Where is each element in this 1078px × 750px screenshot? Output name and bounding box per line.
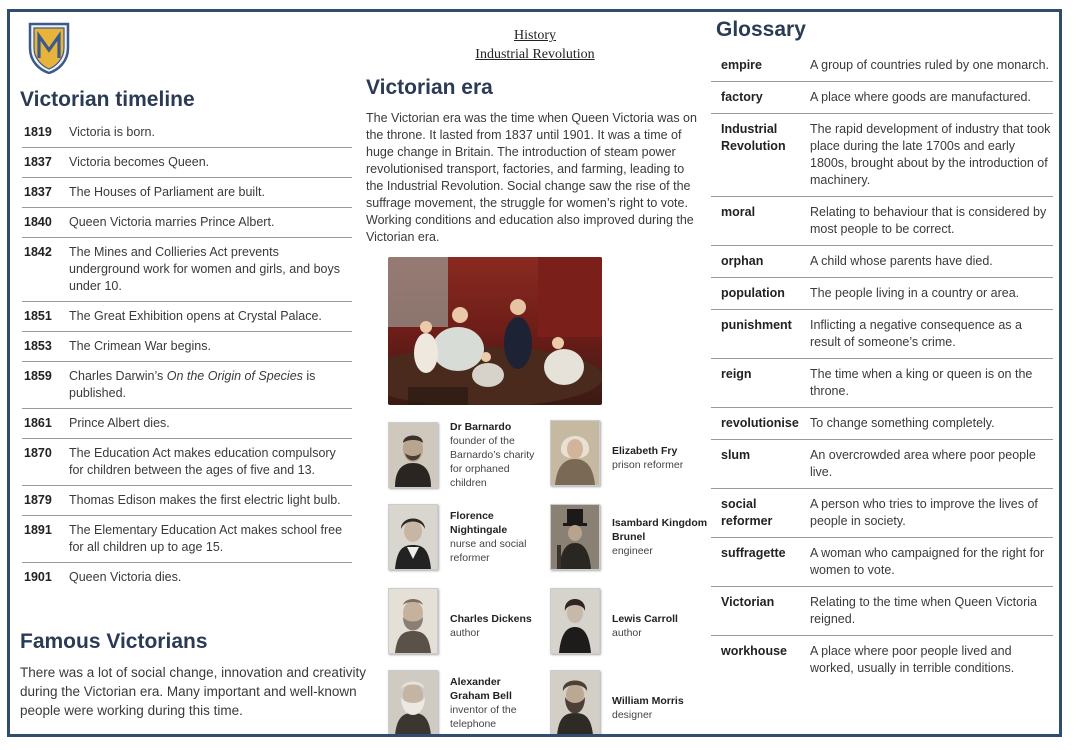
timeline-year: 1837 (24, 185, 52, 199)
glossary-definition: A group of countries ruled by one monarch. (810, 58, 1050, 72)
table-row (711, 82, 1053, 114)
timeline-event (69, 368, 352, 402)
table-row (22, 486, 352, 516)
glossary-definition: The rapid development of industry that took place during the late 1700s and early 1800s, brought about by the introduction of machinery. (810, 122, 1051, 187)
table-row (22, 409, 352, 439)
timeline-event: The Elementary Education Act makes school free for all children up to age 15. (69, 523, 343, 554)
glossary-term: factory (721, 90, 763, 104)
table-row (711, 50, 1053, 82)
timeline-year: 1819 (24, 125, 52, 139)
event-text: Charles Darwin’s (69, 369, 167, 383)
person-info (450, 420, 542, 490)
table-row (22, 238, 352, 302)
charles-dickens-portrait (388, 588, 438, 654)
era-text: The Victorian era was the time when Queen Victoria was on the throne. It lasted from 1837 until 1901. It was a time of huge change in Britain. The introduction of steam power revolutionised transport, factories, and farming, leading to the Industrial Revolution. Social change saw the rise of the suffrage movement, the struggle for women’s right to vote. Working conditions and education also improved during the Victorian era. (366, 111, 697, 244)
person-name: Dr Barnardo (450, 421, 512, 433)
timeline-year: 1851 (24, 309, 52, 323)
timeline-year: 1870 (24, 446, 52, 460)
timeline-year: 1837 (24, 155, 52, 169)
table-row (711, 538, 1053, 587)
lewis-carroll-portrait (550, 588, 600, 654)
glossary-term: empire (721, 58, 762, 72)
table-row (711, 489, 1053, 538)
florence-nightingale-portrait (388, 504, 438, 570)
table-row (711, 636, 1053, 684)
glossary-term: Industrial Revolution (721, 122, 786, 153)
person-description: nurse and social reformer (450, 538, 527, 564)
timeline-event: Queen Victoria marries Prince Albert. (69, 215, 275, 229)
person-card (550, 670, 704, 736)
glossary-definition: Relating to the time when Queen Victoria reigned. (810, 595, 1037, 626)
timeline-event: The Education Act makes education compulsory for children between the ages of five and 13. (69, 446, 336, 477)
glossary-term: punishment (721, 318, 792, 332)
timeline-event: Victoria is born. (69, 125, 155, 139)
table-row (711, 246, 1053, 278)
glossary-definition: The time when a king or queen is on the throne. (810, 367, 1033, 398)
timeline-title: Victorian timeline (20, 88, 195, 111)
glossary-term: population (721, 286, 785, 300)
glossary-table (711, 50, 1053, 684)
person-description: prison reformer (612, 459, 684, 471)
person-description: inventor of the telephone (450, 704, 517, 730)
topic-heading: Industrial Revolution (475, 47, 595, 62)
timeline-year: 1891 (24, 523, 52, 537)
famous-text: There was a lot of social change, innovation and creativity during the Victorian era. Many important and well-known people were working during this time. (20, 665, 366, 718)
timeline-year: 1879 (24, 493, 52, 507)
worksheet-frame (7, 9, 1062, 737)
table-row (711, 278, 1053, 310)
person-info (612, 516, 712, 558)
glossary-definition: Inflicting a negative consequence as a result of someone’s crime. (810, 318, 1022, 349)
timeline-year: 1859 (24, 369, 52, 383)
timeline-year: 1861 (24, 416, 52, 430)
event-text: is published. (69, 369, 316, 400)
person-info (612, 434, 704, 472)
timeline-event: The Crimean War begins. (69, 339, 211, 353)
timeline-event: Prince Albert dies. (69, 416, 170, 430)
table-row (22, 148, 352, 178)
timeline-event: Thomas Edison makes the first electric light bulb. (69, 493, 341, 507)
person-info (612, 684, 704, 722)
glossary-term: social reformer (721, 497, 773, 528)
glossary-definition: To change something completely. (810, 416, 995, 430)
glossary-term: moral (721, 205, 756, 219)
table-row (22, 563, 352, 592)
timeline-year: 1842 (24, 245, 52, 259)
person-card (388, 504, 542, 570)
school-crest-icon (28, 22, 70, 74)
table-row (22, 332, 352, 362)
timeline-year: 1901 (24, 570, 52, 584)
isambard-brunel-portrait (550, 504, 600, 570)
william-morris-portrait (550, 670, 600, 736)
royal-family-painting (388, 257, 602, 405)
glossary-definition: A woman who campaigned for the right for women to vote. (810, 546, 1045, 577)
glossary-definition: Relating to behaviour that is considered by most people to be correct. (810, 205, 1047, 236)
timeline-event: The Great Exhibition opens at Crystal Palace. (69, 309, 322, 323)
table-row (22, 362, 352, 409)
person-info (612, 602, 704, 640)
glossary-title: Glossary (716, 18, 806, 41)
glossary-definition: The people living in a country or area. (810, 286, 1020, 300)
elizabeth-fry-portrait (550, 420, 600, 486)
table-row (22, 439, 352, 486)
table-row (711, 310, 1053, 359)
person-name: Florence Nightingale (450, 510, 508, 536)
glossary-definition: A place where goods are manufactured. (810, 90, 1031, 104)
person-card (550, 588, 704, 654)
glossary-definition: An overcrowded area where poor people live. (810, 448, 1036, 479)
person-description: founder of the Barnardo’s charity for orphaned children (450, 435, 535, 489)
table-row (22, 178, 352, 208)
glossary-term: revolutionise (721, 416, 799, 430)
person-card (388, 420, 542, 490)
famous-title: Famous Victorians (20, 630, 208, 653)
table-row (22, 516, 352, 563)
book-title: On the Origin of Species (166, 369, 303, 383)
era-title: Victorian era (366, 76, 493, 99)
person-card (388, 588, 542, 654)
person-description: author (612, 627, 642, 639)
table-row (22, 118, 352, 148)
glossary-term: reign (721, 367, 752, 381)
person-name: Elizabeth Fry (612, 445, 678, 457)
table-row (711, 587, 1053, 636)
person-info (450, 509, 542, 565)
timeline-year: 1853 (24, 339, 52, 353)
glossary-definition: A person who tries to improve the lives of people in society. (810, 497, 1038, 528)
table-row (711, 114, 1053, 197)
person-name: Charles Dickens (450, 613, 532, 625)
alexander-graham-bell-portrait (388, 670, 438, 736)
timeline-table (22, 118, 352, 592)
table-row (22, 302, 352, 332)
person-description: engineer (612, 545, 653, 557)
person-description: author (450, 627, 480, 639)
timeline-event: Queen Victoria dies. (69, 570, 182, 584)
glossary-definition: A child whose parents have died. (810, 254, 993, 268)
person-info (450, 675, 542, 731)
person-description: designer (612, 709, 653, 721)
person-card (550, 420, 704, 486)
table-row (711, 359, 1053, 408)
timeline-event: The Mines and Collieries Act prevents underground work for women and girls, and boys under 10. (69, 245, 340, 293)
table-row (711, 408, 1053, 440)
glossary-definition: A place where poor people lived and worked, usually in terrible conditions. (810, 644, 1015, 675)
person-name: William Morris (612, 695, 684, 707)
person-card (550, 504, 712, 570)
timeline-event: The Houses of Parliament are built. (69, 185, 265, 199)
timeline-event: Victoria becomes Queen. (69, 155, 210, 169)
person-card (388, 670, 542, 736)
person-name: Lewis Carroll (612, 613, 678, 625)
dr-barnardo-portrait (388, 422, 438, 488)
table-row (711, 440, 1053, 489)
table-row (22, 208, 352, 238)
glossary-term: Victorian (721, 595, 775, 609)
glossary-term: workhouse (721, 644, 787, 658)
person-name: Alexander Graham Bell (450, 676, 512, 702)
table-row (711, 197, 1053, 246)
glossary-term: suffragette (721, 546, 786, 560)
timeline-year: 1840 (24, 215, 52, 229)
subject-heading: History (514, 28, 556, 43)
glossary-term: slum (721, 448, 751, 462)
glossary-term: orphan (721, 254, 764, 268)
person-info (450, 602, 542, 640)
person-name: Isambard Kingdom Brunel (612, 517, 708, 543)
